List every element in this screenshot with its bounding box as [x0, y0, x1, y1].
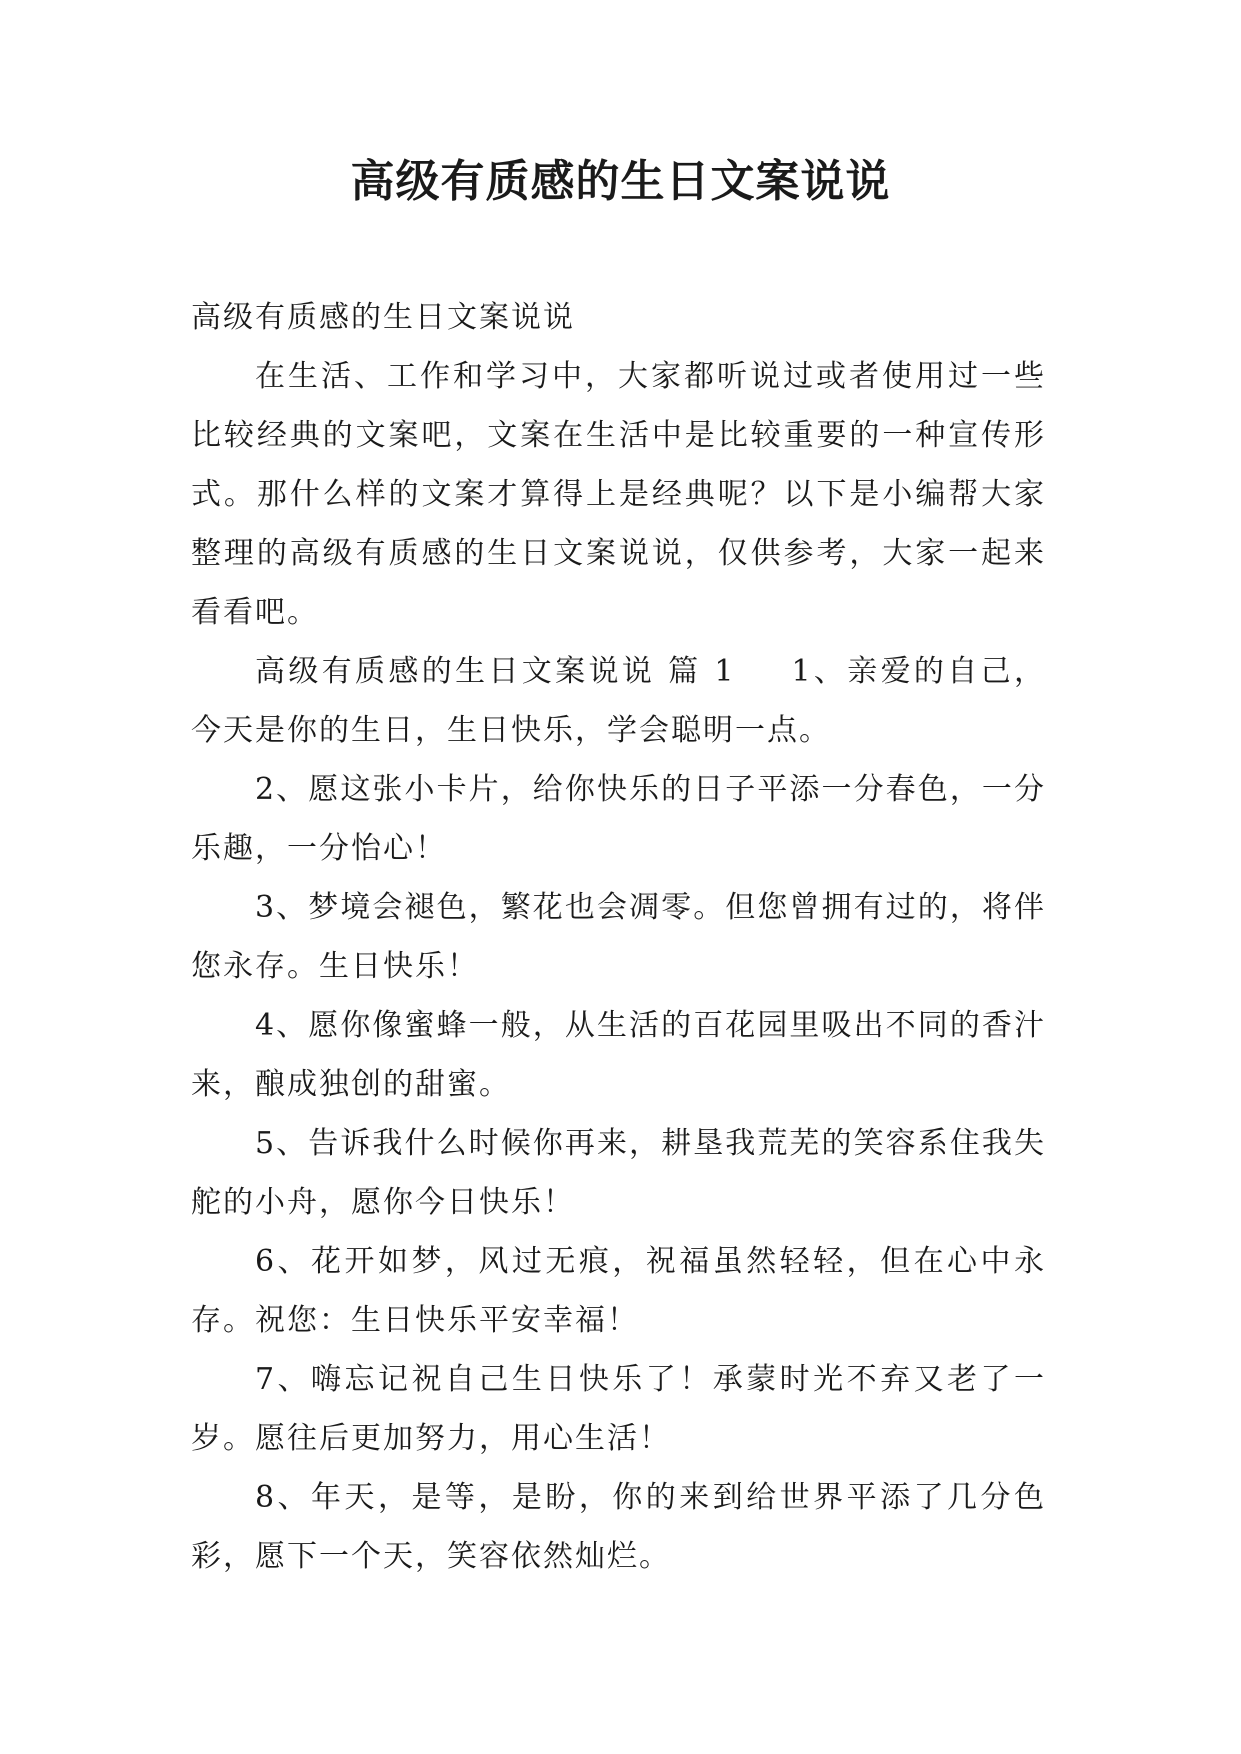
list-item: 8、年天，是等，是盼，你的来到给世界平添了几分色彩，愿下一个天，笑容依然灿烂。	[191, 1480, 1046, 1574]
list-item: 4、愿你像蜜蜂一般，从生活的百花园里吸出不同的香汁来，酿成独创的甜蜜。	[191, 1008, 1046, 1102]
list-item: 1、亲爱的自己，今天是你的生日，生日快乐，学会聪明一点。	[191, 654, 1046, 748]
list-item: 6、花开如梦，风过无痕，祝福虽然轻轻，但在心中永存。祝您：生日快乐平安幸福！	[191, 1244, 1046, 1338]
intro-paragraph: 在生活、工作和学习中，大家都听说过或者使用过一些比较经典的文案吧，文案在生活中是比较重要的一种宣传形式。那什么样的文案才算得上是经典呢？以下是小编帮大家整理的高级有质感的生日文案说说，仅供参考，大家一起来看看吧。	[191, 359, 1046, 630]
list-item: 3、梦境会褪色，繁花也会凋零。但您曾拥有过的，将伴您永存。生日快乐！	[191, 890, 1046, 984]
section-paragraph	[191, 642, 1046, 760]
list-item: 7、嗨忘记祝自己生日快乐了！承蒙时光不弃又老了一岁。愿往后更加努力，用心生活！	[191, 1362, 1046, 1456]
document-subtitle: 高级有质感的生日文案说说	[191, 300, 575, 335]
document-body	[191, 288, 1046, 1586]
list-item: 2、愿这张小卡片，给你快乐的日子平添一分春色，一分乐趣，一分怡心！	[191, 772, 1046, 866]
document-title: 高级有质感的生日文案说说	[350, 156, 891, 207]
section-heading: 高级有质感的生日文案说说 篇 1	[255, 654, 736, 689]
list-item: 5、告诉我什么时候你再来，耕垦我荒芜的笑容系住我失舵的小舟，愿你今日快乐！	[191, 1126, 1046, 1220]
